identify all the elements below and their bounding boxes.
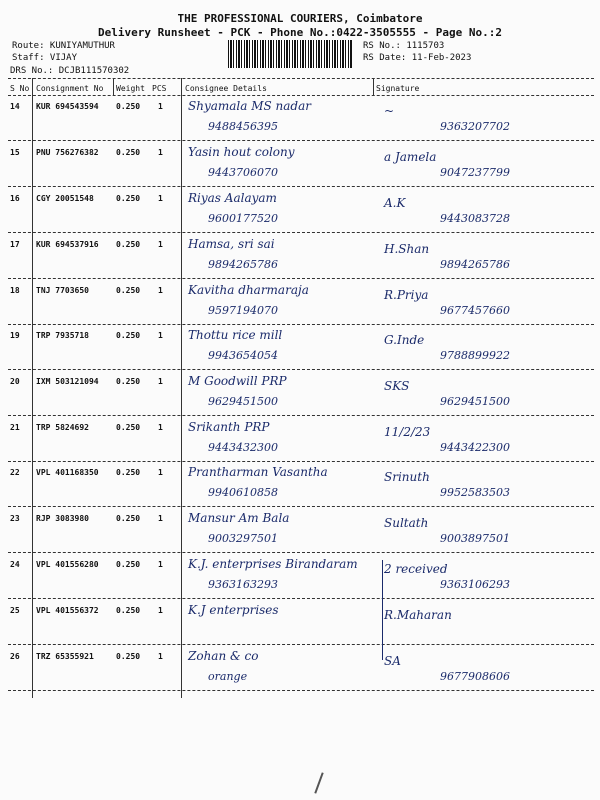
pen-mark xyxy=(314,772,323,793)
col-header-consignment: Consignment No xyxy=(36,84,104,93)
row-weight: 0.250 xyxy=(116,377,141,386)
rs-date: RS Date: 11-Feb-2023 xyxy=(363,53,472,63)
consignee-phone: 9894265786 xyxy=(208,258,278,271)
signature-mark: ~ xyxy=(384,104,395,118)
row-sno: 18 xyxy=(10,286,20,295)
row-pcs: 1 xyxy=(158,194,163,203)
row-pcs: 1 xyxy=(158,240,163,249)
consignee-phone: 9597194070 xyxy=(208,304,278,317)
row-divider xyxy=(8,186,594,187)
signature-mark: A.K xyxy=(384,196,406,210)
row-divider xyxy=(8,369,594,370)
row-pcs: 1 xyxy=(158,652,163,661)
signature-mark: 2 received xyxy=(384,562,448,576)
rs-number: RS No.: 1115703 xyxy=(363,41,445,51)
signature-mark: Srinuth xyxy=(384,470,430,484)
route-label: Route: KUNIYAMUTHUR xyxy=(12,41,115,51)
row-consignment-no: RJP 3083980 xyxy=(36,514,89,523)
row-pcs: 1 xyxy=(158,514,163,523)
row-weight: 0.250 xyxy=(116,286,141,295)
row-consignment-no: VPL 401556280 xyxy=(36,560,99,569)
signature-mark: a Jamela xyxy=(384,150,437,164)
row-pcs: 1 xyxy=(158,560,163,569)
col-divider xyxy=(113,78,114,96)
signature-mark: Sultath xyxy=(384,516,429,530)
row-divider xyxy=(8,278,594,279)
consignee-name: Shyamala MS nadar xyxy=(188,99,311,113)
row-sno: 22 xyxy=(10,468,20,477)
col-divider xyxy=(373,78,374,96)
row-sno: 14 xyxy=(10,102,20,111)
row-weight: 0.250 xyxy=(116,514,141,523)
consignee-name: Mansur Am Bala xyxy=(188,511,290,525)
consignee-phone: 9003297501 xyxy=(208,532,278,545)
row-pcs: 1 xyxy=(158,606,163,615)
row-weight: 0.250 xyxy=(116,606,141,615)
signature-phone: 9003897501 xyxy=(440,532,510,545)
row-consignment-no: CGY 20051548 xyxy=(36,194,94,203)
row-consignment-no: PNU 756276382 xyxy=(36,148,99,157)
row-weight: 0.250 xyxy=(116,468,141,477)
consignee-name: Riyas Aalayam xyxy=(188,191,277,205)
row-divider xyxy=(8,415,594,416)
signature-phone: 9952583503 xyxy=(440,486,510,499)
signature-mark: G.Inde xyxy=(384,333,425,347)
signature-phone: 9363106293 xyxy=(440,578,510,591)
consignee-name: Zohan & co xyxy=(188,649,259,663)
barcode xyxy=(228,40,352,68)
row-sno: 17 xyxy=(10,240,20,249)
row-consignment-no: TRP 5824692 xyxy=(36,423,89,432)
row-pcs: 1 xyxy=(158,468,163,477)
signature-phone: 9677908606 xyxy=(440,670,510,683)
row-divider xyxy=(8,506,594,507)
col-divider xyxy=(32,78,33,698)
signature-mark: R.Priya xyxy=(384,288,429,302)
row-weight: 0.250 xyxy=(116,102,141,111)
signature-mark: SA xyxy=(384,654,401,668)
consignee-name: M Goodwill PRP xyxy=(188,374,287,388)
consignee-name: K.J. enterprises Birandaram xyxy=(188,557,358,571)
row-weight: 0.250 xyxy=(116,652,141,661)
consignee-phone: 9600177520 xyxy=(208,212,278,225)
table-top-rule xyxy=(8,78,594,79)
row-weight: 0.250 xyxy=(116,148,141,157)
signature-phone: 9894265786 xyxy=(440,258,510,271)
company-title: THE PROFESSIONAL COURIERS, Coimbatore xyxy=(177,12,423,25)
row-consignment-no: KUR 694537916 xyxy=(36,240,99,249)
row-divider xyxy=(8,690,594,691)
row-divider xyxy=(8,324,594,325)
staff-label: Staff: VIJAY xyxy=(12,53,78,63)
row-consignment-no: TRP 7935718 xyxy=(36,331,89,340)
row-pcs: 1 xyxy=(158,286,163,295)
row-divider xyxy=(8,598,594,599)
row-consignment-no: VPL 401168350 xyxy=(36,468,99,477)
col-header-weight: Weight xyxy=(116,84,145,93)
signature-phone: 9788899922 xyxy=(440,349,510,362)
consignee-name: K.J enterprises xyxy=(188,603,279,617)
row-weight: 0.250 xyxy=(116,240,141,249)
consignee-phone: 9363163293 xyxy=(208,578,278,591)
row-sno: 26 xyxy=(10,652,20,661)
row-sno: 20 xyxy=(10,377,20,386)
row-weight: 0.250 xyxy=(116,560,141,569)
signature-mark: 11/2/23 xyxy=(384,425,431,439)
consignee-phone: orange xyxy=(208,670,248,683)
signature-phone: 9629451500 xyxy=(440,395,510,408)
row-sno: 19 xyxy=(10,331,20,340)
row-weight: 0.250 xyxy=(116,194,141,203)
header-bottom-rule xyxy=(8,95,594,96)
row-sno: 24 xyxy=(10,560,20,569)
col-header-pcs: PCS xyxy=(152,84,167,93)
signature-mark: R.Maharan xyxy=(384,608,452,622)
row-pcs: 1 xyxy=(158,423,163,432)
row-sno: 16 xyxy=(10,194,20,203)
col-divider xyxy=(181,78,182,698)
col-header-sno: S No xyxy=(10,84,30,93)
row-sno: 25 xyxy=(10,606,20,615)
row-pcs: 1 xyxy=(158,102,163,111)
consignee-phone: 9629451500 xyxy=(208,395,278,408)
consignee-name: Thottu rice mill xyxy=(188,328,283,342)
col-header-signature: Signature xyxy=(376,84,420,93)
consignee-phone: 9443432300 xyxy=(208,441,278,454)
signature-phone: 9363207702 xyxy=(440,120,510,133)
row-pcs: 1 xyxy=(158,377,163,386)
signature-phone: 9677457660 xyxy=(440,304,510,317)
signature-phone: 9443422300 xyxy=(440,441,510,454)
consignee-phone: 9940610858 xyxy=(208,486,278,499)
consignee-name: Yasin hout colony xyxy=(188,145,295,159)
row-consignment-no: VPL 401556372 xyxy=(36,606,99,615)
row-weight: 0.250 xyxy=(116,331,141,340)
row-weight: 0.250 xyxy=(116,423,141,432)
row-sno: 15 xyxy=(10,148,20,157)
drs-label: DRS No.: DCJB111570302 xyxy=(10,66,130,76)
row-pcs: 1 xyxy=(158,331,163,340)
row-consignment-no: TRZ 65355921 xyxy=(36,652,94,661)
row-sno: 21 xyxy=(10,423,20,432)
row-divider xyxy=(8,461,594,462)
row-divider xyxy=(8,552,594,553)
row-divider xyxy=(8,232,594,233)
signature-mark: SKS xyxy=(384,379,410,393)
row-consignment-no: TNJ 7703650 xyxy=(36,286,89,295)
row-sno: 23 xyxy=(10,514,20,523)
consignee-name: Kavitha dharmaraja xyxy=(188,283,309,297)
col-header-consignee: Consignee Details xyxy=(185,84,267,93)
consignee-phone: 9943654054 xyxy=(208,349,278,362)
signature-phone: 9047237799 xyxy=(440,166,510,179)
signature-phone: 9443083728 xyxy=(440,212,510,225)
consignee-name: Hamsa, sri sai xyxy=(188,237,275,251)
consignee-phone: 9488456395 xyxy=(208,120,278,133)
consignee-name: Srikanth PRP xyxy=(188,420,270,434)
signature-mark: H.Shan xyxy=(384,242,430,256)
row-divider xyxy=(8,140,594,141)
consignee-name: Prantharman Vasantha xyxy=(188,465,328,479)
consignee-phone: 9443706070 xyxy=(208,166,278,179)
runsheet-title: Delivery Runsheet - PCK - Phone No.:0422-3505555 - Page No.:2 xyxy=(98,26,502,39)
row-pcs: 1 xyxy=(158,148,163,157)
row-consignment-no: IXM 503121094 xyxy=(36,377,99,386)
row-divider xyxy=(8,644,594,645)
row-consignment-no: KUR 694543594 xyxy=(36,102,99,111)
handwritten-bracket xyxy=(374,560,383,660)
